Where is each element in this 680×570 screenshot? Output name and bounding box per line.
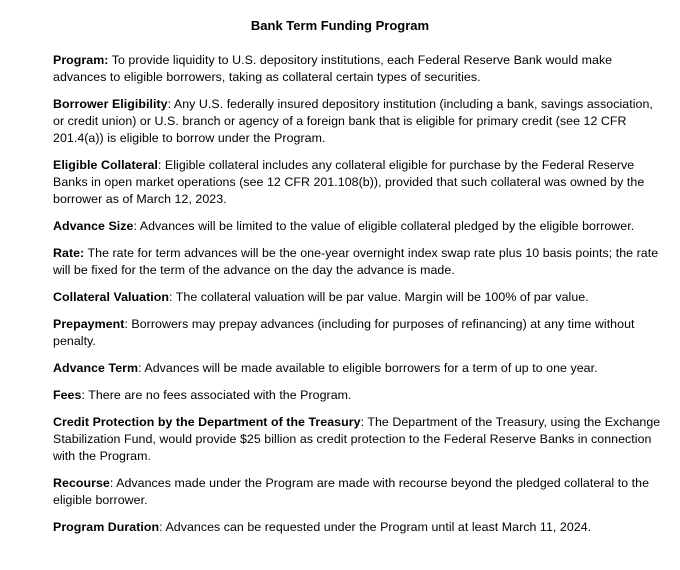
- section-program: [53, 52, 662, 86]
- section-text: The rate for term advances will be the one-year overnight index swap rate plus 10 basis points; the rate will be fixed for the term of the advance on the day the advance is made.: [53, 246, 659, 277]
- section-credit-protection: [53, 414, 662, 465]
- section-collateral-valuation: [53, 289, 662, 306]
- section-term: Eligible Collateral: [53, 158, 158, 172]
- section-eligible-collateral: [53, 157, 662, 208]
- document-sections: [53, 52, 662, 536]
- section-text: : Any U.S. federally insured depository institution (including a bank, savings association, or credit union) or U.S. branch or agency of a foreign bank that is eligible for primary credit (see 12 CFR 201.4(a)) is eligible to borrow under the Program.: [53, 97, 653, 145]
- section-text: : The Department of the Treasury, using the Exchange Stabilization Fund, would provide $25 billion as credit protection to the Federal Reserve Banks in connection with the Program.: [53, 415, 661, 463]
- section-text: : Advances will be limited to the value of eligible collateral pledged by the eligible borrower.: [133, 219, 635, 233]
- section-term: Credit Protection by the Department of the Treasury: [53, 415, 361, 429]
- section-program-duration: [53, 519, 662, 536]
- section-text: : There are no fees associated with the Program.: [81, 388, 352, 402]
- section-prepayment: [53, 316, 662, 350]
- section-borrower-eligibility: [53, 96, 662, 147]
- section-term: Rate:: [53, 246, 85, 260]
- section-term: Advance Size: [53, 219, 134, 233]
- section-term: Advance Term: [53, 361, 139, 375]
- section-fees: [53, 387, 662, 404]
- section-advance-term: [53, 360, 662, 377]
- section-text: : The collateral valuation will be par value. Margin will be 100% of par value.: [169, 290, 589, 304]
- section-term: Borrower Eligibility: [53, 97, 168, 111]
- section-term: Collateral Valuation: [53, 290, 169, 304]
- section-rate: [53, 245, 662, 279]
- section-text: : Eligible collateral includes any collateral eligible for purchase by the Federal Reserve Banks in open market operations (see 12 CFR 201.108(b)), provided that such collateral was owned by the borrower as of March 12, 2023.: [53, 158, 645, 206]
- section-text: To provide liquidity to U.S. depository institutions, each Federal Reserve Bank would make advances to eligible borrowers, taking as collateral certain types of securities.: [53, 53, 613, 84]
- section-term: Program:: [53, 53, 109, 67]
- section-term: Fees: [53, 388, 82, 402]
- document-title: Bank Term Funding Program: [250, 18, 430, 33]
- section-text: : Advances will be made available to eligible borrowers for a term of up to one year.: [138, 361, 598, 375]
- section-term: Recourse: [53, 476, 110, 490]
- section-term: Program Duration: [53, 520, 160, 534]
- section-text: : Advances made under the Program are made with recourse beyond the pledged collateral to the eligible borrower.: [53, 476, 650, 507]
- section-term: Prepayment: [53, 317, 125, 331]
- section-text: : Borrowers may prepay advances (including for purposes of refinancing) at any time without penalty.: [53, 317, 635, 348]
- section-text: : Advances can be requested under the Program until at least March 11, 2024.: [159, 520, 592, 534]
- section-recourse: [53, 475, 662, 509]
- section-advance-size: [53, 218, 662, 235]
